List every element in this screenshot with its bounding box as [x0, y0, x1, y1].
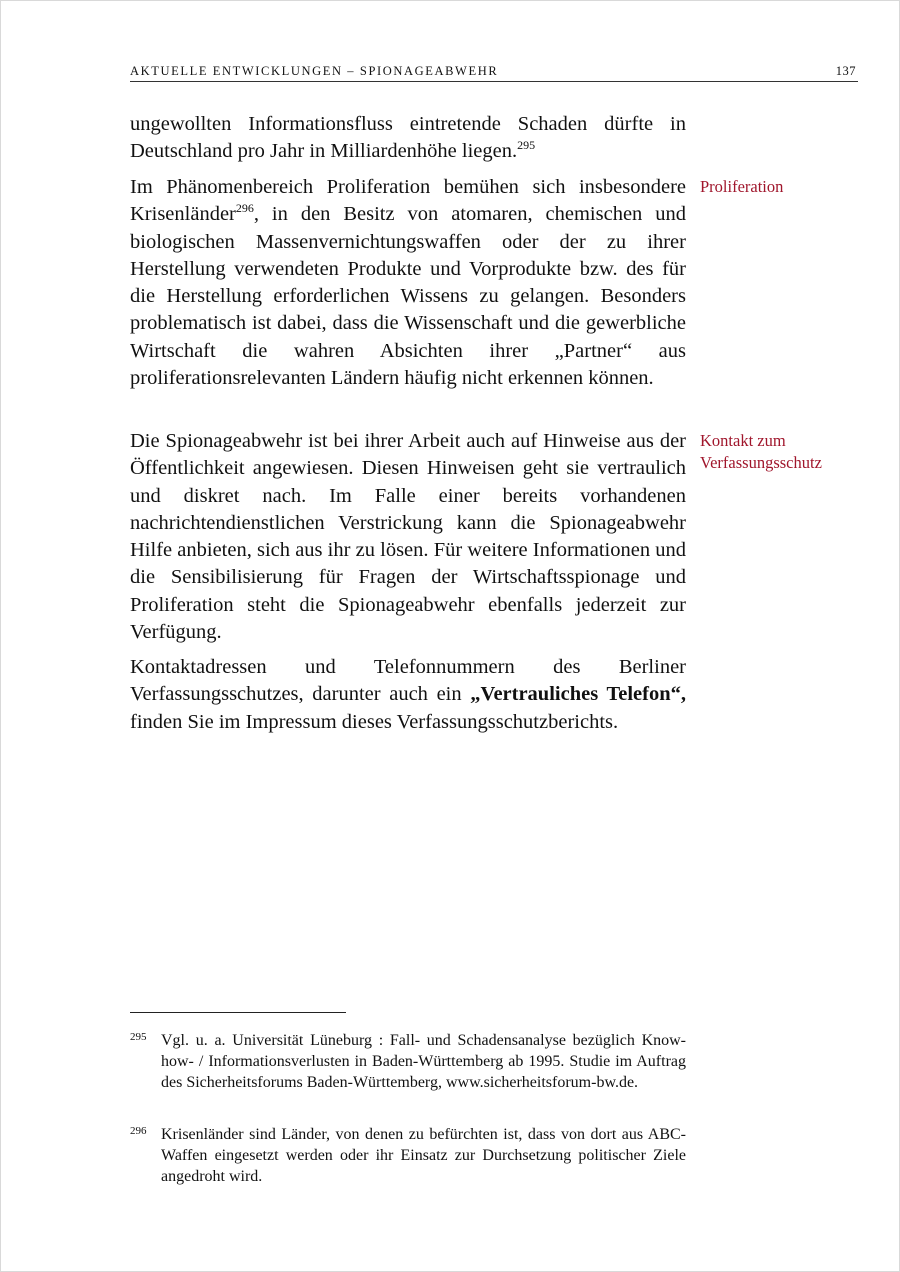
- paragraph-4-text-b: finden Sie im Impressum dieses Verfassungsschutzberichts.: [130, 710, 619, 733]
- footnote-number: 295: [130, 1031, 147, 1043]
- running-header: [130, 64, 858, 82]
- footnote-number: 296: [130, 1125, 147, 1137]
- paragraph-4: [130, 654, 686, 736]
- footnote-text: Vgl. u. a. Universität Lüneburg : Fall- und Schadensanalyse bezüglich Know-how- / Informationsverlusten in Baden-Württemberg ab 1995. Studie im Auftrag des Sicherheitsforums Baden-Württemberg, www.sicherheitsforum-bw.de.: [161, 1032, 686, 1091]
- footnote-ref-295[interactable]: 295: [517, 138, 536, 153]
- running-title: AKTUELLE ENTWICKLUNGEN – SPIONAGEABWEHR: [130, 64, 499, 78]
- paragraph-2-text-a: Im Phänomenbereich Proliferation bemühen sich insbesondere Krisenländer: [130, 176, 686, 226]
- footnote-295: [130, 1031, 686, 1093]
- page-number: 137: [835, 64, 856, 78]
- paragraph-1-text: ungewollten Informationsfluss eintretende Schaden dürfte in Deutschland pro Jahr in Milliardenhöhe liegen.: [130, 113, 686, 163]
- paragraph-1: [130, 111, 686, 166]
- paragraph-3: [130, 428, 686, 646]
- margin-note-kontakt-line2: Verfassungsschutz: [700, 453, 822, 472]
- paragraph-4-text-a: Kontaktadressen und Telefonnummern des Berliner Verfassungsschutzes, darunter auch ein: [130, 656, 686, 706]
- paragraph-3-text: Die Spionageabwehr ist bei ihrer Arbeit auch auf Hinweise aus der Öffentlichkeit angewiesen. Diesen Hinweisen geht sie vertraulich und diskret nach. Im Falle einer bereits vorhandenen nachrichtendienstlichen Verstrickung kann die Spionageabwehr Hilfe anbieten, sich aus ihr zu lösen. Für weitere Informationen und die Sensibilisierung für Fragen der Wirtschaftsspionage und Proliferation steht die Spionageabwehr ebenfalls jederzeit zur Verfügung.: [130, 430, 686, 644]
- margin-note-kontakt-line1: Kontakt zum: [700, 431, 786, 450]
- margin-note-kontakt: [700, 430, 870, 474]
- footnote-text: Krisenländer sind Länder, von denen zu befürchten ist, dass von dort aus ABC-Waffen eingesetzt werden oder ihr Einsatz zur Durchsetzung politischer Ziele angedroht wird.: [161, 1126, 686, 1185]
- footnote-divider: [130, 1012, 346, 1013]
- footnote-ref-296[interactable]: 296: [235, 201, 254, 216]
- margin-note-proliferation: Proliferation: [700, 177, 784, 196]
- vertrauliches-telefon-label: „Vertrauliches Telefon“,: [470, 683, 686, 706]
- paragraph-2-text-b: , in den Besitz von atomaren, chemischen und biologischen Massenvernichtungswaffen oder der zu ihrer Herstellung verwendeten Produkte und Vorprodukte bzw. des für die Herstellung erforderlichen Wissens zu gelangen. Besonders problematisch ist dabei, dass die Wissenschaft und die gewerbliche Wirtschaft die wahren Absichten ihrer „Partner“ aus proliferationsrelevanten Ländern häufig nicht erkennen können.: [130, 203, 686, 390]
- footnote-296: [130, 1125, 686, 1187]
- paragraph-2: [130, 174, 686, 392]
